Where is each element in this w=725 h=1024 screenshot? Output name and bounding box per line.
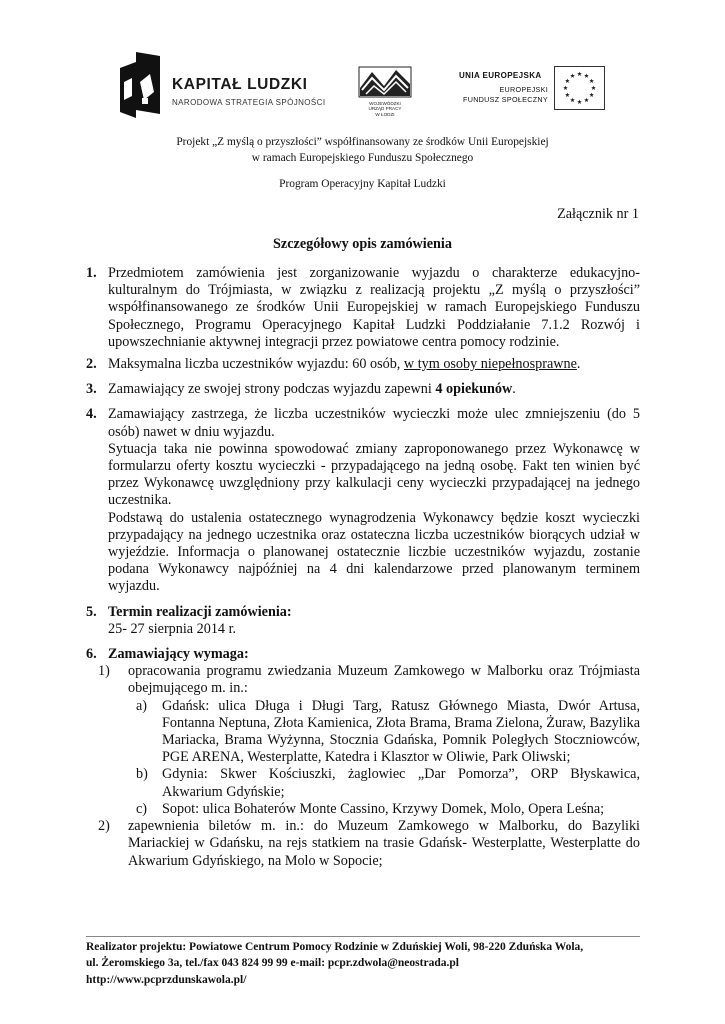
item-paragraph-2: Sytuacja taka nie powinna spowodować zmiany zaproponowanego przez Wykonawcę w formularzu oferty kosztu wycieczki - przypadającego na jedną osobę. Fakt ten winien być przez Wykonawcę uwzględniony przy kalkulacji ceny wycieczki przypadającej na jednego uczestnika.: [108, 440, 640, 509]
item-text-underlined: w tym osoby niepełnosprawne: [403, 356, 577, 373]
item-text: [108, 381, 640, 398]
eu-efs-logo: [455, 66, 605, 112]
item-text: 25- 27 sierpnia 2014 r.: [108, 620, 237, 637]
item-text: Przedmiotem zamówienia jest zorganizowanie wyjazdu o charakterze edukacyjno-kulturalnym do Trójmiasta, w związku z realizacją projektu „Z myślą o przyszłości” współfinansowanego ze środków Unii Europejskiej w ramach Europejskiego Funduszu Społecznego, Programu Operacyjnego Kapitał Ludzki Poddziałanie 7.1.2 Rozwój i upowszechnianie aktywnej integracji przez powiatowe centra pomocy rodzinie.: [108, 265, 640, 350]
program-name: Program Operacyjny Kapitał Ludzki: [279, 178, 446, 190]
item-text-main: Zamawiający ze swojej strony podczas wyjazdu zapewni: [108, 381, 436, 398]
wup-logo: [356, 64, 414, 124]
wup-line1: WOJEWÓDZKI: [369, 101, 401, 106]
sub-sub-item-text: Gdańsk: ulica Długa i Długi Targ, Ratusz Głównego Miasta, Dwór Artusa, Fontanna Neptuna, Złota Kamienica, Złota Brama, Brama Zielona, Żuraw, Bazylika Mariacka, Brama Wyżynna, Stocznia Gdańska, Pomnik Poległych Stoczniowców, PGE ARENA, Westerplatte, Katedra i Klasztor w Oliwie, Park Oliwski;: [162, 697, 640, 766]
list-item-4: [86, 406, 640, 595]
wup-line2: URZĄD PRACY: [368, 106, 402, 112]
item-text: [108, 356, 640, 373]
footer-website-link[interactable]: http://www.pcprzdunskawola.pl/: [86, 973, 247, 986]
sub-sub-item-marker: a): [136, 697, 148, 714]
kapital-ludzki-subtitle: NARODOWA STRATEGIA SPÓJNOŚCI: [172, 98, 326, 107]
footer-line1: Realizator projektu: Powiatowe Centrum Pomocy Rodzinie w Zduńskiej Woli, 98-220 Zduńska Wola,: [86, 941, 584, 953]
sub-item-marker: 2): [98, 818, 110, 835]
project-line2: w ramach Europejskiego Funduszu Społecznego: [251, 152, 474, 164]
sub-sub-item-a: [98, 698, 640, 767]
wup-text: [356, 101, 414, 117]
item-text-main: Maksymalna liczba uczestników wyjazdu: 60 osób,: [108, 356, 404, 373]
item-paragraph-1: Zamawiający zastrzega, że liczba uczestników wycieczki może ulec zmniejszeniu (do 5 osób) nawet w dniu wyjazdu.: [108, 406, 640, 440]
project-line1: Projekt „Z myślą o przyszłości” współfinansowany ze środków Unii Europejskiej: [176, 136, 549, 148]
footer: [86, 939, 646, 988]
item-number: 5.: [86, 603, 97, 620]
project-info: [80, 134, 645, 166]
item-number: 4.: [86, 406, 97, 423]
list-item-2: [86, 356, 640, 373]
sub-item-1: [98, 663, 640, 697]
attachment-number: Załącznik nr 1: [557, 206, 639, 222]
eu-fund-line2: FUNDUSZ SPOŁECZNY: [463, 95, 548, 104]
list-item-5: [86, 604, 640, 638]
sub-sub-item-b: [98, 766, 640, 800]
list-item-1: [86, 265, 640, 351]
sub-item-marker: 1): [98, 663, 110, 680]
sub-sub-item-text: Sopot: ulica Bohaterów Monte Cassino, Krzywy Domek, Molo, Opera Leśna;: [162, 800, 605, 817]
item-text-end: .: [576, 356, 581, 373]
document-body: [86, 265, 640, 870]
item-number: 1.: [86, 265, 97, 281]
eu-fund-name: [459, 85, 548, 105]
wup-emblem-icon: [358, 66, 412, 98]
sub-item-text: zapewnienia biletów m. in.: do Muzeum Zamkowego w Malborku, do Bazyliki Mariackiej w Gdańsku, na rejs statkiem na trasie Gdańsk- Westerplatte, Westerplatte do Akwarium Gdyńskiego, na Molo w Sopocie;: [128, 818, 640, 869]
sub-sub-item-marker: b): [136, 766, 148, 783]
wup-line3: W ŁODZI: [375, 111, 395, 117]
document-title: Szczegółowy opis zamówienia: [273, 236, 452, 252]
eu-title: UNIA EUROPEJSKA: [459, 71, 542, 80]
list-item-3: [86, 381, 640, 398]
footer-line2: ul. Żeromskiego 3a, tel./fax 043 824 99 99 e-mail: pcpr.zdwola@neostrada.pl: [86, 957, 459, 970]
sub-sub-item-marker: c): [136, 800, 148, 817]
item-number: 2.: [86, 356, 97, 373]
sub-item-2: [98, 818, 640, 870]
item-heading: Termin realizacji zamówienia:: [108, 603, 292, 620]
eu-fund-line1: EUROPEJSKI: [499, 85, 548, 94]
item-heading: Zamawiający wymaga:: [108, 646, 249, 663]
sub-item-text: opracowania programu zwiedzania Muzeum Zamkowego w Malborku oraz Trójmiasta obejmującego m. in.:: [128, 663, 640, 697]
list-item-6: [86, 646, 640, 663]
kapital-ludzki-emblem-icon: [116, 52, 164, 118]
footer-divider: [86, 936, 640, 937]
item-paragraph-3: Podstawą do ustalenia ostatecznego wynagrodzenia Wykonawcy będzie koszt wycieczki przypadający na jednego uczestnika oraz ostateczna liczba uczestników biorących udział w wyjeździe. Informacja o planowanej ostatecznie liczbie uczestników wyjazdu, zostanie podana Wykonawcy najpóźniej na 4 dni kalendarzowe przed planowanym terminem wyjazdu.: [108, 509, 640, 595]
kapital-ludzki-logo: [116, 52, 326, 118]
item-text-bold: 4 opiekunów: [435, 381, 513, 398]
sub-sub-item-c: [98, 801, 640, 818]
item-number: 6.: [86, 646, 97, 663]
eu-flag-icon: [554, 66, 605, 110]
item-number: 3.: [86, 381, 97, 398]
sub-sub-item-text: Gdynia: Skwer Kościuszki, żaglowiec „Dar Pomorza”, ORP Błyskawica, Akwarium Gdyńskie;: [162, 766, 640, 800]
kapital-ludzki-title: KAPITAŁ LUDZKI: [172, 76, 308, 93]
item-text-end: .: [512, 381, 516, 398]
